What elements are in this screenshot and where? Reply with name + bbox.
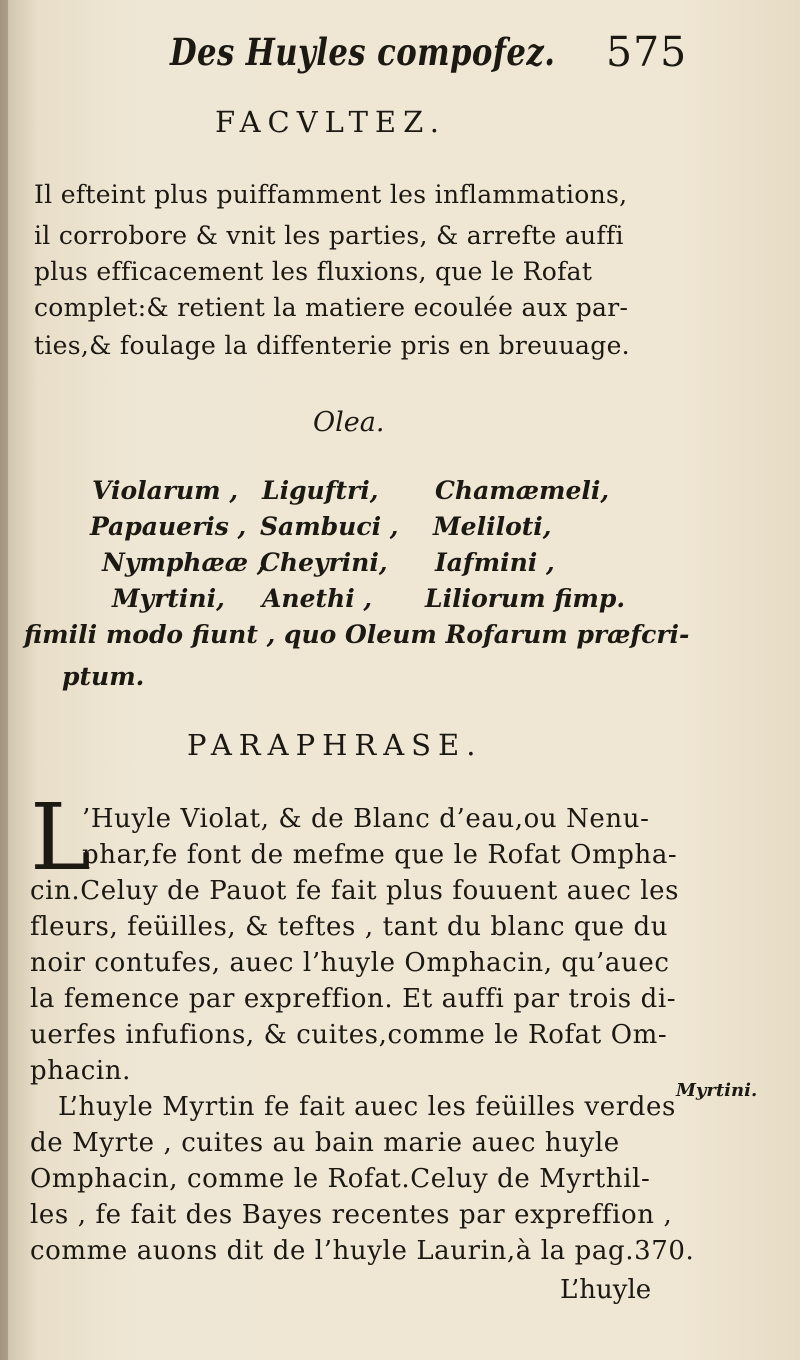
oil-name: Anethi , [262,584,373,613]
paraphrase-line-11: Omphacin, comme le Rofat.Celuy de Myrthil- [30,1164,651,1194]
facultez-line-2: il corrobore & vnit les parties, & arrefte auffi [34,221,624,250]
facultez-line-3: plus efficacement les fluxions, que le Rofat [34,257,593,286]
paraphrase-line-6: la femence par expreffion. Et auffi par trois di- [30,984,677,1014]
paraphrase-line-3: cin.Celuy de Pauot fe fait plus fouuent auec les [30,876,680,906]
paraphrase-line-4: fleurs, feüilles, & teftes , tant du blanc que du [30,912,669,942]
oil-name: Nymphææ , [102,548,266,577]
facultez-line-1: Il efteint plus puiffamment les inflammations, [34,180,628,209]
catchword: L’huyle [560,1275,652,1305]
oil-name: Chamæmeli, [435,476,610,505]
paraphrase-line-12: les , fe fait des Bayes recentes par expreffion , [30,1200,673,1230]
oil-name: Meliloti, [433,512,552,541]
facultez-heading: FACVLTEZ. [215,105,446,139]
paraphrase-line-13: comme auons dit de l’huyle Laurin,à la pag.370. [30,1236,695,1266]
simili-line: fimili modo fiunt , quo Oleum Rofarum præfcri- [24,620,690,649]
oil-name: Papaueris , [90,512,247,541]
running-title: Des Huyles compofez. [170,30,556,74]
oil-name: Myrtini, [112,584,225,613]
oil-name: Liguftri, [262,476,379,505]
simili-continuation: ptum. [62,662,145,691]
oil-name: Liliorum fimp. [425,584,626,613]
page-number: 575 [606,28,688,76]
drop-cap: L [30,784,92,891]
paraphrase-line-5: noir contufes, auec l’huyle Omphacin, qu’auec [30,948,670,978]
olea-title: Olea. [313,407,385,438]
oil-name: Iafmini , [435,548,555,577]
oil-name: Violarum , [92,476,239,505]
facultez-line-5: ties,& foulage la diffenterie pris en breuuage. [34,331,630,360]
margin-note: Myrtini. [676,1080,758,1101]
oil-name: Cheyrini, [260,548,388,577]
paraphrase-heading: PARAPHRASE. [187,728,483,762]
paraphrase-line-1: ’Huyle Violat, & de Blanc d’eau,ou Nenu- [82,804,650,834]
paraphrase-line-8: phacin. [30,1056,131,1086]
paraphrase-line-9: L’huyle Myrtin fe fait auec les feüilles verdes [58,1092,676,1122]
paraphrase-line-2: phar,fe font de mefme que le Rofat Ompha- [82,840,678,870]
facultez-line-4: complet:& retient la matiere ecoulée aux par- [34,293,629,322]
paraphrase-line-10: de Myrte , cuites au bain marie auec huyle [30,1128,620,1158]
paraphrase-line-7: uerfes infufions, & cuites,comme le Rofat Om- [30,1020,668,1050]
oil-name: Sambuci , [260,512,399,541]
